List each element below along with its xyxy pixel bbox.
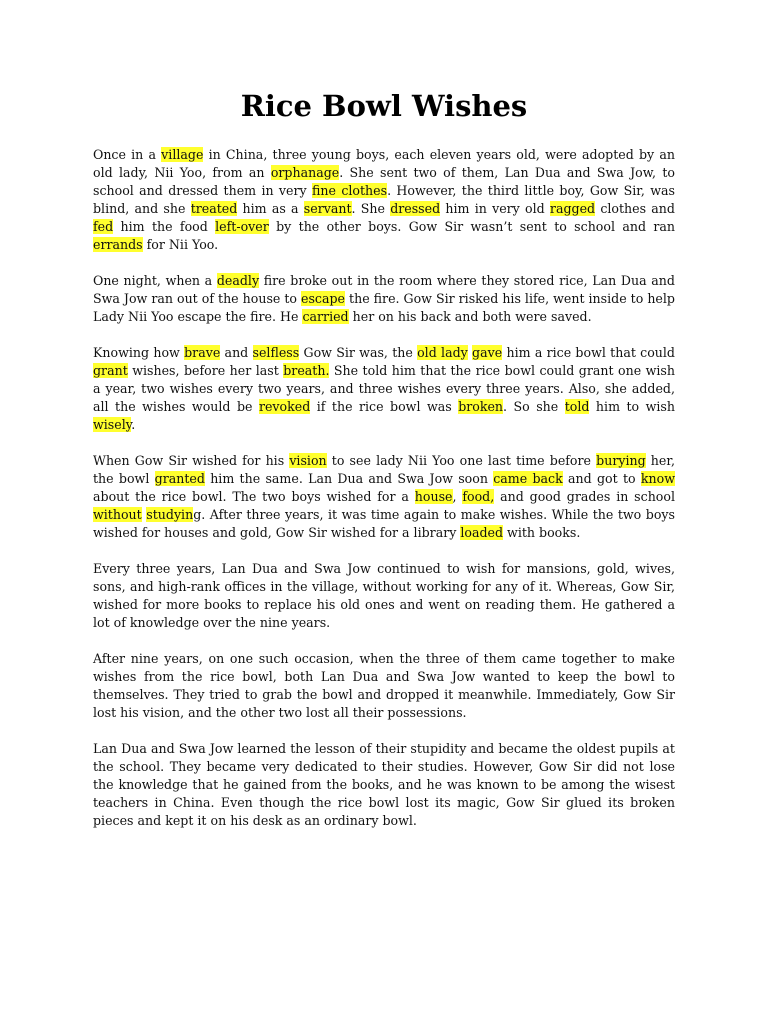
paragraph-text: . So she	[503, 399, 565, 414]
highlighted-word: came back	[493, 471, 563, 486]
highlighted-word: breath.	[283, 363, 330, 378]
paragraph-text: fire broke out in the room where they stored rice, Lan Dua and Swa Jow ran out of the house to	[93, 273, 675, 306]
highlighted-word: house	[414, 489, 453, 504]
highlighted-word: ragged	[549, 201, 596, 216]
story-paragraph	[93, 272, 675, 326]
highlighted-word: vision	[289, 453, 327, 468]
highlighted-word: selfless	[252, 345, 300, 360]
story-paragraph	[93, 740, 675, 830]
paragraph-text: the fire. Gow Sir risked his life, went inside to help Lady Nii Yoo escape the fire. He	[93, 291, 675, 324]
document-title: Rice Bowl Wishes	[240, 89, 528, 123]
paragraph-text: .	[131, 417, 136, 432]
story-paragraph	[93, 650, 675, 722]
highlighted-word: told	[564, 399, 590, 414]
paragraph-text: . However, the third little boy, Gow Sir, was blind, and she	[93, 183, 676, 216]
paragraph-text: . She	[351, 201, 391, 216]
paragraph-text: and good grades in school	[494, 489, 676, 504]
paragraph-text: about the rice bowl. The two boys wished for a	[93, 489, 415, 504]
paragraph-text: if the rice bowl was	[310, 399, 459, 414]
highlighted-word: food,	[462, 489, 495, 504]
paragraph-text: wishes, before her last	[127, 363, 284, 378]
paragraph-text: She told him that the rice bowl could grant one wish a year, two wishes every two years, and three wishes every three years. Also, she added, all the wishes would be	[93, 363, 675, 414]
highlighted-word: loaded	[460, 525, 504, 540]
paragraph-text: her, the bowl	[93, 453, 675, 486]
paragraph-text: her on his back and both were saved.	[348, 309, 592, 324]
story-paragraph	[93, 146, 675, 254]
paragraph-text: to see lady Nii Yoo one last time before	[326, 453, 597, 468]
highlighted-word: know	[640, 471, 675, 486]
paragraph-text: for Nii Yoo.	[142, 237, 219, 252]
paragraph-text: g. After three years, it was time again to make wishes. While the two boys wished for houses and gold, Gow Sir wished for a library	[93, 507, 675, 540]
highlighted-word: servant	[303, 201, 352, 216]
highlighted-word: wisely	[93, 417, 132, 432]
story-body	[93, 146, 675, 848]
paragraph-text: him to wish	[589, 399, 675, 414]
paragraph-text: with books.	[503, 525, 581, 540]
highlighted-word: revoked	[258, 399, 311, 414]
story-paragraph	[93, 452, 675, 542]
highlighted-word: dressed	[390, 201, 441, 216]
paragraph-text: and	[220, 345, 253, 360]
paragraph-text: clothes and	[595, 201, 675, 216]
paragraph-text: When Gow Sir wished for his	[93, 453, 290, 468]
highlighted-word: old lady	[417, 345, 468, 360]
paragraph-text: One night, when a	[93, 273, 217, 288]
highlighted-word: escape	[301, 291, 346, 306]
highlighted-word: treated	[190, 201, 238, 216]
paragraph-text: in China, three young boys, each eleven years old, were adopted by an old lady, Nii Yoo, from an	[93, 147, 675, 180]
highlighted-word: broken	[458, 399, 504, 414]
highlighted-word: fine clothes	[312, 183, 388, 198]
highlighted-word: granted	[154, 471, 205, 486]
highlighted-word: without	[93, 507, 142, 522]
paragraph-text: him a rice bowl that could	[502, 345, 675, 360]
paragraph-text: Every three years, Lan Dua and Swa Jow continued to wish for mansions, gold, wives, sons, and high-rank offices in the village, without working for any of it. Whereas, Gow Sir, wished for more books to replace his old ones and went on reading them. He gathered a lot of knowledge over the nine years.	[93, 561, 675, 630]
highlighted-word: left-over	[215, 219, 269, 234]
paragraph-text: Lan Dua and Swa Jow learned the lesson of their stupidity and became the oldest pupils at the school. They became very dedicated to their studies. However, Gow Sir did not lose the knowledge that he gained from the books, and he was known to be among the wisest teachers in China. Even though the rice bowl lost its magic, Gow Sir glued its broken pieces and kept it on his desk as an ordinary bowl.	[93, 741, 675, 828]
story-paragraph	[93, 344, 675, 434]
highlighted-word: orphanage	[270, 165, 340, 180]
highlighted-word: grant	[93, 363, 128, 378]
story-paragraph	[93, 560, 675, 632]
highlighted-word: burying	[596, 453, 646, 468]
paragraph-text: him the food	[113, 219, 216, 234]
highlighted-word: brave	[184, 345, 221, 360]
paragraph-text: After nine years, on one such occasion, when the three of them came together to make wishes from the rice bowl, both Lan Dua and Swa Jow wanted to keep the bowl to themselves. They tried to grab the bowl and dropped it meanwhile. Immediately, Gow Sir lost his vision, and the other two lost all their possessions.	[93, 651, 675, 720]
paragraph-text: Gow Sir was, the	[299, 345, 418, 360]
paragraph-text: . She sent two of them, Lan Dua and Swa Jow, to school and dressed them in very	[93, 165, 675, 198]
highlighted-word: errands	[93, 237, 143, 252]
paragraph-text: him as a	[237, 201, 304, 216]
paragraph-text: him the same. Lan Dua and Swa Jow soon	[204, 471, 494, 486]
highlighted-word: deadly	[216, 273, 260, 288]
highlighted-word: village	[161, 147, 204, 162]
paragraph-text: by the other boys. Gow Sir wasn’t sent to school and ran	[268, 219, 675, 234]
highlighted-word: studyin	[146, 507, 194, 522]
paragraph-text: him in very old	[440, 201, 550, 216]
paragraph-text: Once in a	[93, 147, 162, 162]
highlighted-word: gave	[472, 345, 503, 360]
paragraph-text: Knowing how	[93, 345, 185, 360]
paragraph-text: ,	[452, 489, 463, 504]
highlighted-word: fed	[93, 219, 114, 234]
highlighted-word: carried	[302, 309, 349, 324]
paragraph-text: and got to	[562, 471, 641, 486]
